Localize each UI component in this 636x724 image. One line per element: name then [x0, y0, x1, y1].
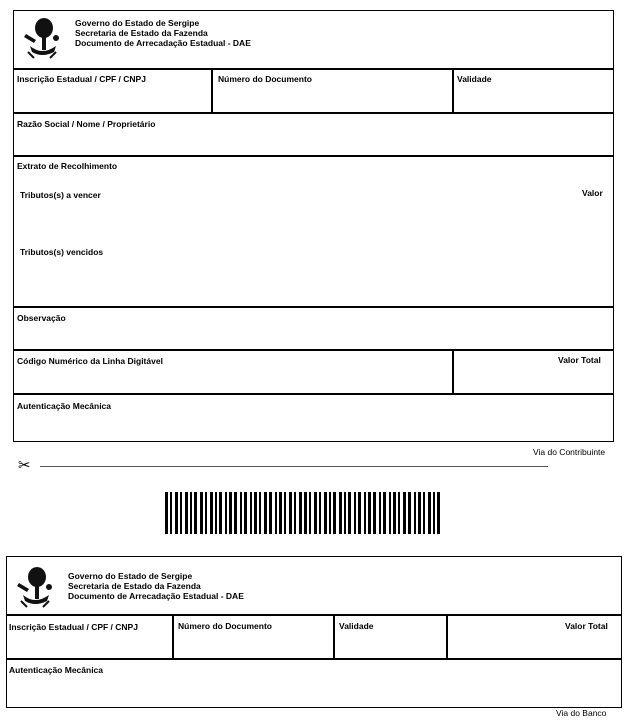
autenticacao-field-label: Autenticação Mecânica — [17, 401, 112, 411]
divider — [13, 349, 614, 351]
via-banco-label: Via do Banco — [556, 708, 607, 718]
observacao-field-label: Observação — [17, 313, 66, 323]
divider — [172, 614, 174, 658]
numero-documento-field-label: Número do Documento — [218, 74, 312, 84]
validade-field-label: Validade — [457, 74, 492, 84]
barcode — [165, 492, 461, 534]
valor-total-field-label: Valor Total — [558, 355, 601, 365]
valor-column-label: Valor — [582, 188, 603, 198]
via-contribuinte-label: Via do Contribuinte — [533, 447, 606, 457]
inscricao-field-label: Inscrição Estadual / CPF / CNPJ — [17, 74, 146, 84]
divider — [6, 658, 622, 660]
divider — [211, 68, 213, 112]
extrato-field-label: Extrato de Recolhimento — [17, 161, 118, 171]
codigo-linha-digitavel-label: Código Numérico da Linha Digitável — [17, 356, 163, 366]
header-document-title: Documento de Arrecadação Estadual - DAE — [68, 591, 244, 601]
divider — [13, 393, 614, 395]
divider — [13, 68, 614, 70]
numero-documento-field-label: Número do Documento — [178, 621, 272, 631]
header-secretariat-title: Secretaria de Estado da Fazenda — [75, 28, 208, 38]
divider — [13, 112, 614, 114]
divider — [6, 614, 622, 616]
cut-line — [40, 466, 548, 467]
header-document-title: Documento de Arrecadação Estadual - DAE — [75, 38, 251, 48]
divider — [452, 349, 454, 394]
inscricao-field-label: Inscrição Estadual / CPF / CNPJ — [9, 622, 138, 632]
validade-field-label: Validade — [339, 621, 374, 631]
tributos-vencer-label: Tributos(s) a vencer — [20, 190, 101, 200]
header-government-title: Governo do Estado de Sergipe — [68, 571, 193, 581]
sergipe-coat-of-arms-icon — [20, 16, 64, 60]
divider — [13, 306, 614, 308]
sergipe-coat-of-arms-icon — [13, 563, 57, 611]
divider — [13, 155, 614, 157]
divider — [446, 614, 448, 658]
valor-total-field-label: Valor Total — [565, 621, 608, 631]
header-government-title: Governo do Estado de Sergipe — [75, 18, 200, 28]
header-secretariat-title: Secretaria de Estado da Fazenda — [68, 581, 201, 591]
tributos-vencidos-label: Tributos(s) vencidos — [20, 247, 104, 257]
divider — [452, 68, 454, 112]
scissors-icon: ✂ — [18, 456, 31, 474]
razao-social-field-label: Razão Social / Nome / Proprietário — [17, 119, 156, 129]
autenticacao-field-label: Autenticação Mecânica — [9, 665, 104, 675]
divider — [333, 614, 335, 658]
